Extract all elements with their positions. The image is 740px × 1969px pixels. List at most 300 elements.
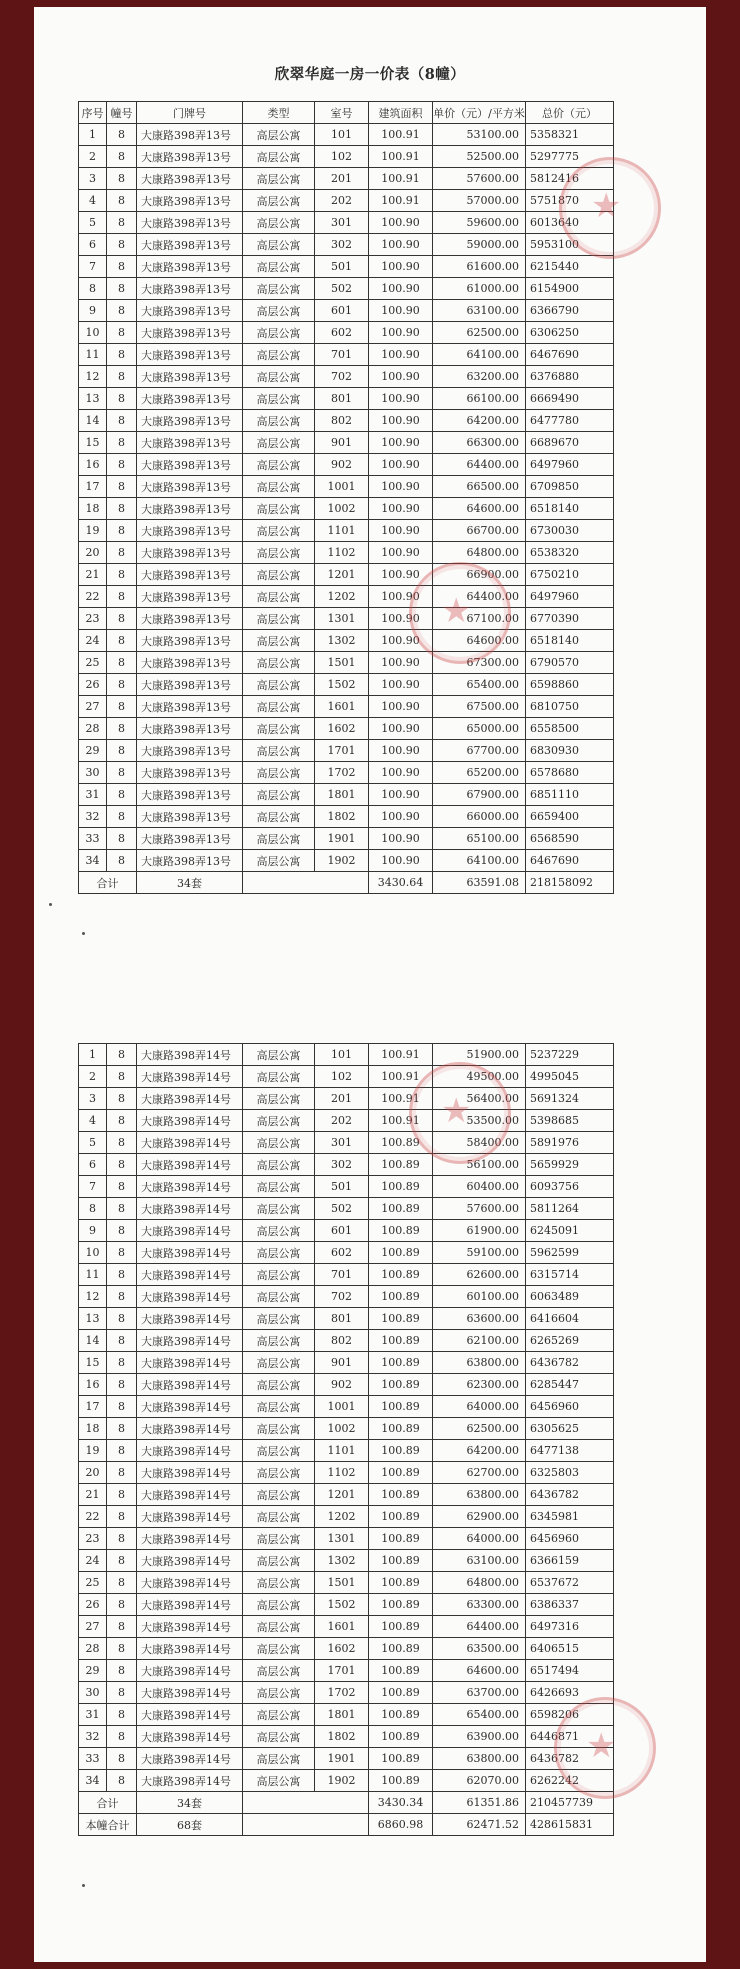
total-price: 5812416 <box>526 168 614 190</box>
address: 大康路398弄14号 <box>137 1220 243 1242</box>
room-number: 801 <box>315 1308 369 1330</box>
table-row <box>79 608 614 630</box>
room-number: 502 <box>315 278 369 300</box>
row-index: 10 <box>79 322 107 344</box>
unit-price: 61900.00 <box>433 1220 526 1242</box>
row-index: 11 <box>79 1264 107 1286</box>
room-number: 802 <box>315 1330 369 1352</box>
unit-price: 52500.00 <box>433 146 526 168</box>
floor-area: 100.90 <box>369 740 433 762</box>
room-number: 1301 <box>315 608 369 630</box>
building-number: 8 <box>107 1308 137 1330</box>
column-header: 门牌号 <box>137 102 243 124</box>
unit-type: 高层公寓 <box>243 1330 315 1352</box>
document-sheet <box>34 7 706 1962</box>
floor-area: 100.90 <box>369 234 433 256</box>
address: 大康路398弄13号 <box>137 146 243 168</box>
unit-price: 64000.00 <box>433 1396 526 1418</box>
address: 大康路398弄14号 <box>137 1132 243 1154</box>
room-number: 1101 <box>315 1440 369 1462</box>
unit-type: 高层公寓 <box>243 300 315 322</box>
room-number: 902 <box>315 454 369 476</box>
column-header: 幢号 <box>107 102 137 124</box>
floor-area: 100.90 <box>369 850 433 872</box>
room-number: 1601 <box>315 696 369 718</box>
unit-price: 60400.00 <box>433 1176 526 1198</box>
table-row <box>79 542 614 564</box>
room-number: 1302 <box>315 1550 369 1572</box>
row-index: 13 <box>79 388 107 410</box>
unit-price: 64400.00 <box>433 454 526 476</box>
unit-type: 高层公寓 <box>243 1264 315 1286</box>
unit-type: 高层公寓 <box>243 1088 315 1110</box>
building-number: 8 <box>107 1264 137 1286</box>
room-number: 601 <box>315 300 369 322</box>
floor-area: 100.90 <box>369 630 433 652</box>
building-number: 8 <box>107 1638 137 1660</box>
scan-dot <box>82 932 85 935</box>
building-number: 8 <box>107 1616 137 1638</box>
building-number: 8 <box>107 1044 137 1066</box>
room-number: 1102 <box>315 542 369 564</box>
building-number: 8 <box>107 1396 137 1418</box>
address: 大康路398弄13号 <box>137 564 243 586</box>
total-price: 6456960 <box>526 1396 614 1418</box>
table-row <box>79 630 614 652</box>
row-index: 26 <box>79 674 107 696</box>
empty-cell <box>243 1814 369 1836</box>
building-number: 8 <box>107 1770 137 1792</box>
total-label: 合计 <box>79 1792 137 1814</box>
table-row <box>79 718 614 740</box>
floor-area: 100.90 <box>369 432 433 454</box>
floor-area: 100.90 <box>369 256 433 278</box>
building-number: 8 <box>107 168 137 190</box>
room-number: 1701 <box>315 1660 369 1682</box>
building-number: 8 <box>107 432 137 454</box>
total-price: 6537672 <box>526 1572 614 1594</box>
total-price: 5659929 <box>526 1154 614 1176</box>
building-number: 8 <box>107 608 137 630</box>
unit-type: 高层公寓 <box>243 1638 315 1660</box>
unit-price: 64100.00 <box>433 344 526 366</box>
room-number: 902 <box>315 1374 369 1396</box>
unit-type: 高层公寓 <box>243 1176 315 1198</box>
unit-price: 53100.00 <box>433 124 526 146</box>
total-price: 6578680 <box>526 762 614 784</box>
total-area: 6860.98 <box>369 1814 433 1836</box>
total-price: 6345981 <box>526 1506 614 1528</box>
unit-type: 高层公寓 <box>243 1044 315 1066</box>
table-header-row <box>79 102 614 124</box>
total-price: 6456960 <box>526 1528 614 1550</box>
unit-price: 61000.00 <box>433 278 526 300</box>
row-index: 25 <box>79 652 107 674</box>
building-number: 8 <box>107 586 137 608</box>
address: 大康路398弄14号 <box>137 1506 243 1528</box>
room-number: 1101 <box>315 520 369 542</box>
unit-type: 高层公寓 <box>243 256 315 278</box>
unit-price: 66500.00 <box>433 476 526 498</box>
room-number: 602 <box>315 1242 369 1264</box>
table-row <box>79 278 614 300</box>
address: 大康路398弄14号 <box>137 1110 243 1132</box>
table-row <box>79 1066 614 1088</box>
room-number: 102 <box>315 146 369 168</box>
building-number: 8 <box>107 300 137 322</box>
table-row <box>79 784 614 806</box>
address: 大康路398弄14号 <box>137 1264 243 1286</box>
unit-price: 63500.00 <box>433 1638 526 1660</box>
room-number: 1502 <box>315 674 369 696</box>
floor-area: 100.89 <box>369 1550 433 1572</box>
total-price: 6154900 <box>526 278 614 300</box>
row-index: 33 <box>79 1748 107 1770</box>
room-number: 301 <box>315 212 369 234</box>
unit-price: 62900.00 <box>433 1506 526 1528</box>
unit-type: 高层公寓 <box>243 1726 315 1748</box>
column-header: 单价（元）/平方米 <box>433 102 526 124</box>
table-row <box>79 850 614 872</box>
unit-type: 高层公寓 <box>243 696 315 718</box>
total-price: 6538320 <box>526 542 614 564</box>
address: 大康路398弄14号 <box>137 1726 243 1748</box>
address: 大康路398弄13号 <box>137 322 243 344</box>
floor-area: 100.89 <box>369 1286 433 1308</box>
table-row <box>79 1286 614 1308</box>
floor-area: 100.89 <box>369 1198 433 1220</box>
table-row <box>79 212 614 234</box>
unit-type: 高层公寓 <box>243 806 315 828</box>
building-number: 8 <box>107 1154 137 1176</box>
unit-price: 62500.00 <box>433 322 526 344</box>
room-number: 701 <box>315 344 369 366</box>
building-number: 8 <box>107 1726 137 1748</box>
total-price: 5962599 <box>526 1242 614 1264</box>
building-number: 8 <box>107 630 137 652</box>
address: 大康路398弄13号 <box>137 762 243 784</box>
building-number: 8 <box>107 476 137 498</box>
address: 大康路398弄13号 <box>137 806 243 828</box>
table-row <box>79 1352 614 1374</box>
total-price: 6517494 <box>526 1660 614 1682</box>
address: 大康路398弄14号 <box>137 1770 243 1792</box>
table-row <box>79 586 614 608</box>
row-index: 1 <box>79 124 107 146</box>
floor-area: 100.89 <box>369 1506 433 1528</box>
address: 大康路398弄14号 <box>137 1550 243 1572</box>
address: 大康路398弄14号 <box>137 1066 243 1088</box>
floor-area: 100.89 <box>369 1176 433 1198</box>
scan-dot <box>82 1884 85 1887</box>
row-index: 34 <box>79 1770 107 1792</box>
row-index: 17 <box>79 1396 107 1418</box>
table-row <box>79 1770 614 1792</box>
room-number: 1802 <box>315 1726 369 1748</box>
row-index: 18 <box>79 498 107 520</box>
building-number: 8 <box>107 1528 137 1550</box>
floor-area: 100.90 <box>369 520 433 542</box>
unit-type: 高层公寓 <box>243 850 315 872</box>
floor-area: 100.89 <box>369 1748 433 1770</box>
floor-area: 100.89 <box>369 1220 433 1242</box>
room-number: 901 <box>315 432 369 454</box>
room-number: 1001 <box>315 476 369 498</box>
building-number: 8 <box>107 1088 137 1110</box>
building-number: 8 <box>107 1198 137 1220</box>
floor-area: 100.89 <box>369 1264 433 1286</box>
price-table-13 <box>78 101 614 894</box>
floor-area: 100.90 <box>369 212 433 234</box>
building-number: 8 <box>107 1660 137 1682</box>
row-index: 21 <box>79 564 107 586</box>
building-number: 8 <box>107 1440 137 1462</box>
table-row <box>79 256 614 278</box>
seal-stamp: ★ <box>409 562 511 664</box>
unit-type: 高层公寓 <box>243 1154 315 1176</box>
unit-price: 62700.00 <box>433 1462 526 1484</box>
total-price: 6386337 <box>526 1594 614 1616</box>
address: 大康路398弄13号 <box>137 520 243 542</box>
unit-type: 高层公寓 <box>243 1220 315 1242</box>
total-price: 5691324 <box>526 1088 614 1110</box>
table-row <box>79 168 614 190</box>
total-price: 6262242 <box>526 1770 614 1792</box>
room-number: 801 <box>315 388 369 410</box>
floor-area: 100.90 <box>369 718 433 740</box>
room-number: 301 <box>315 1132 369 1154</box>
total-area: 3430.64 <box>369 872 433 894</box>
building-number: 8 <box>107 806 137 828</box>
room-number: 1702 <box>315 762 369 784</box>
unit-price: 62070.00 <box>433 1770 526 1792</box>
unit-price: 56100.00 <box>433 1154 526 1176</box>
unit-price: 66300.00 <box>433 432 526 454</box>
row-index: 32 <box>79 1726 107 1748</box>
floor-area: 100.90 <box>369 300 433 322</box>
floor-area: 100.89 <box>369 1704 433 1726</box>
unit-type: 高层公寓 <box>243 740 315 762</box>
building-number: 8 <box>107 1462 137 1484</box>
building-number: 8 <box>107 850 137 872</box>
total-price: 5953100 <box>526 234 614 256</box>
unit-type: 高层公寓 <box>243 1462 315 1484</box>
room-number: 602 <box>315 322 369 344</box>
table-row <box>79 1264 614 1286</box>
total-price: 6406515 <box>526 1638 614 1660</box>
unit-type: 高层公寓 <box>243 1572 315 1594</box>
floor-area: 100.90 <box>369 278 433 300</box>
room-number: 501 <box>315 256 369 278</box>
table-row <box>79 1308 614 1330</box>
building-number: 8 <box>107 1572 137 1594</box>
row-index: 14 <box>79 410 107 432</box>
building-number: 8 <box>107 344 137 366</box>
average-price: 62471.52 <box>433 1814 526 1836</box>
unit-price: 53500.00 <box>433 1110 526 1132</box>
total-price: 6568590 <box>526 828 614 850</box>
total-price: 6497960 <box>526 454 614 476</box>
total-price: 6467690 <box>526 344 614 366</box>
row-index: 9 <box>79 300 107 322</box>
address: 大康路398弄13号 <box>137 630 243 652</box>
building-number: 8 <box>107 234 137 256</box>
empty-cell <box>243 872 369 894</box>
unit-type: 高层公寓 <box>243 1682 315 1704</box>
table-row <box>79 1462 614 1484</box>
address: 大康路398弄13号 <box>137 652 243 674</box>
room-number: 1902 <box>315 850 369 872</box>
table-row <box>79 1044 614 1066</box>
unit-price: 57000.00 <box>433 190 526 212</box>
address: 大康路398弄13号 <box>137 476 243 498</box>
room-number: 1001 <box>315 1396 369 1418</box>
total-price: 6366159 <box>526 1550 614 1572</box>
building-number: 8 <box>107 1748 137 1770</box>
address: 大康路398弄13号 <box>137 784 243 806</box>
address: 大康路398弄13号 <box>137 300 243 322</box>
unit-price: 60100.00 <box>433 1286 526 1308</box>
total-price: 6790570 <box>526 652 614 674</box>
table-row <box>79 1396 614 1418</box>
floor-area: 100.90 <box>369 476 433 498</box>
floor-area: 100.90 <box>369 564 433 586</box>
row-index: 7 <box>79 256 107 278</box>
total-price: 6497316 <box>526 1616 614 1638</box>
row-index: 29 <box>79 1660 107 1682</box>
row-index: 32 <box>79 806 107 828</box>
total-price: 6467690 <box>526 850 614 872</box>
total-price: 6325803 <box>526 1462 614 1484</box>
unit-count: 34套 <box>137 1792 243 1814</box>
unit-type: 高层公寓 <box>243 234 315 256</box>
unit-type: 高层公寓 <box>243 146 315 168</box>
unit-type: 高层公寓 <box>243 388 315 410</box>
floor-area: 100.89 <box>369 1352 433 1374</box>
room-number: 102 <box>315 1066 369 1088</box>
total-price: 6851110 <box>526 784 614 806</box>
unit-type: 高层公寓 <box>243 542 315 564</box>
seal-stamp: ★ <box>559 157 661 259</box>
floor-area: 100.91 <box>369 1110 433 1132</box>
floor-area: 100.90 <box>369 674 433 696</box>
row-index: 17 <box>79 476 107 498</box>
room-number: 501 <box>315 1176 369 1198</box>
total-price: 6497960 <box>526 586 614 608</box>
unit-price: 51900.00 <box>433 1044 526 1066</box>
row-index: 1 <box>79 1044 107 1066</box>
row-index: 28 <box>79 718 107 740</box>
floor-area: 100.89 <box>369 1374 433 1396</box>
unit-price: 66100.00 <box>433 388 526 410</box>
floor-area: 100.90 <box>369 586 433 608</box>
row-index: 5 <box>79 1132 107 1154</box>
row-index: 19 <box>79 1440 107 1462</box>
floor-area: 100.91 <box>369 1066 433 1088</box>
unit-price: 64400.00 <box>433 1616 526 1638</box>
empty-cell <box>243 1792 369 1814</box>
unit-price: 57600.00 <box>433 1198 526 1220</box>
unit-price: 63300.00 <box>433 1594 526 1616</box>
unit-count: 68套 <box>137 1814 243 1836</box>
building-number: 8 <box>107 542 137 564</box>
room-number: 101 <box>315 124 369 146</box>
address: 大康路398弄14号 <box>137 1704 243 1726</box>
unit-price: 64200.00 <box>433 410 526 432</box>
subtotal-row <box>79 1792 614 1814</box>
unit-price: 65400.00 <box>433 1704 526 1726</box>
unit-price: 63700.00 <box>433 1682 526 1704</box>
unit-type: 高层公寓 <box>243 432 315 454</box>
floor-area: 100.89 <box>369 1154 433 1176</box>
total-amount: 210457739 <box>526 1792 614 1814</box>
row-index: 30 <box>79 1682 107 1704</box>
total-price: 6598206 <box>526 1704 614 1726</box>
table-row <box>79 476 614 498</box>
total-price: 6598860 <box>526 674 614 696</box>
unit-price: 63800.00 <box>433 1484 526 1506</box>
total-price: 6830930 <box>526 740 614 762</box>
average-price: 63591.08 <box>433 872 526 894</box>
room-number: 1002 <box>315 1418 369 1440</box>
address: 大康路398弄14号 <box>137 1242 243 1264</box>
row-index: 22 <box>79 586 107 608</box>
room-number: 1501 <box>315 652 369 674</box>
address: 大康路398弄13号 <box>137 388 243 410</box>
total-price: 5398685 <box>526 1110 614 1132</box>
row-index: 3 <box>79 168 107 190</box>
unit-type: 高层公寓 <box>243 476 315 498</box>
building-number: 8 <box>107 1330 137 1352</box>
floor-area: 100.89 <box>369 1308 433 1330</box>
address: 大康路398弄14号 <box>137 1154 243 1176</box>
address: 大康路398弄14号 <box>137 1462 243 1484</box>
address: 大康路398弄14号 <box>137 1616 243 1638</box>
row-index: 3 <box>79 1088 107 1110</box>
unit-type: 高层公寓 <box>243 674 315 696</box>
address: 大康路398弄14号 <box>137 1484 243 1506</box>
unit-type: 高层公寓 <box>243 1066 315 1088</box>
row-index: 19 <box>79 520 107 542</box>
floor-area: 100.89 <box>369 1572 433 1594</box>
unit-price: 63900.00 <box>433 1726 526 1748</box>
unit-count: 34套 <box>137 872 243 894</box>
floor-area: 100.91 <box>369 1088 433 1110</box>
row-index: 26 <box>79 1594 107 1616</box>
floor-area: 100.90 <box>369 410 433 432</box>
table-row <box>79 432 614 454</box>
table-row <box>79 762 614 784</box>
address: 大康路398弄13号 <box>137 124 243 146</box>
row-index: 29 <box>79 740 107 762</box>
floor-area: 100.90 <box>369 388 433 410</box>
row-index: 18 <box>79 1418 107 1440</box>
room-number: 901 <box>315 1352 369 1374</box>
table-row <box>79 1704 614 1726</box>
address: 大康路398弄14号 <box>137 1330 243 1352</box>
total-price: 6436782 <box>526 1484 614 1506</box>
building-number: 8 <box>107 498 137 520</box>
total-price: 6436782 <box>526 1352 614 1374</box>
building-number: 8 <box>107 1352 137 1374</box>
address: 大康路398弄13号 <box>137 366 243 388</box>
unit-price: 65000.00 <box>433 718 526 740</box>
building-number: 8 <box>107 410 137 432</box>
floor-area: 100.89 <box>369 1594 433 1616</box>
unit-price: 56400.00 <box>433 1088 526 1110</box>
table-row <box>79 1198 614 1220</box>
table-row <box>79 1154 614 1176</box>
